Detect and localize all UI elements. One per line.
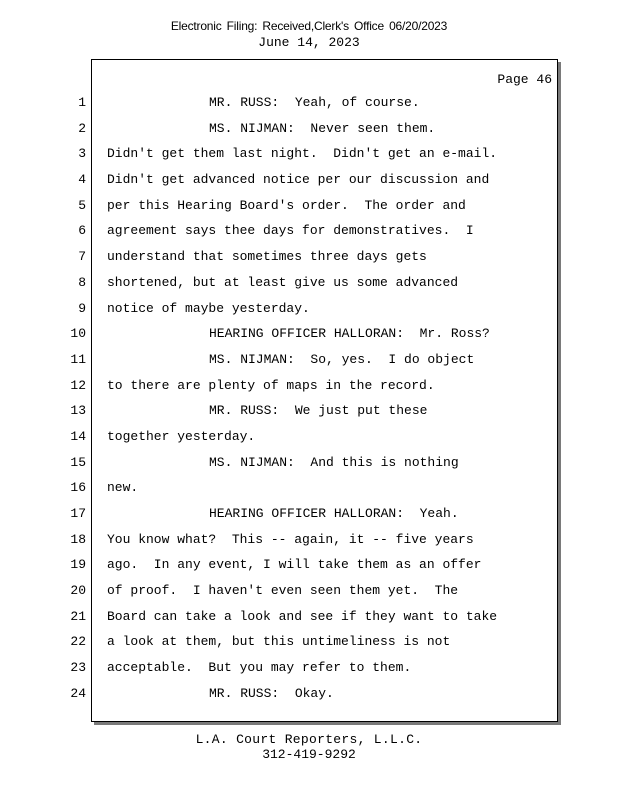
line-number: 19 <box>70 557 86 573</box>
filing-stamp: Electronic Filing: Received,Clerk's Office 06/20/2023 <box>170 19 448 33</box>
transcript-line: together yesterday. <box>107 428 256 444</box>
line-number: 24 <box>70 685 86 701</box>
transcript-line: Board can take a look and see if they want to take <box>107 608 498 624</box>
line-number: 16 <box>70 480 86 496</box>
transcript-line: Didn't get advanced notice per our discussion and <box>107 172 490 188</box>
transcript-lines <box>107 94 497 711</box>
transcript-line: MR. RUSS: Okay. <box>209 685 334 701</box>
transcript-line: MS. NIJMAN: And this is nothing <box>209 454 459 470</box>
line-number: 18 <box>70 531 86 547</box>
court-reporter-name: L.A. Court Reporters, L.L.C. <box>195 732 423 747</box>
line-number: 15 <box>70 454 86 470</box>
line-number: 22 <box>70 634 86 650</box>
line-number: 21 <box>70 608 86 624</box>
line-number: 10 <box>70 326 86 342</box>
line-number: 6 <box>78 223 86 239</box>
transcript-line: shortened, but at least give us some advanced <box>107 274 459 290</box>
transcript-date: June 14, 2023 <box>258 35 360 50</box>
transcript-line: You know what? This -- again, it -- five years <box>107 531 474 547</box>
transcript-line: per this Hearing Board's order. The order and <box>107 197 466 213</box>
transcript-line: MS. NIJMAN: So, yes. I do object <box>209 351 475 367</box>
line-number: 14 <box>70 428 86 444</box>
transcript-line: to there are plenty of maps in the record. <box>107 377 435 393</box>
transcript-line: notice of maybe yesterday. <box>107 300 310 316</box>
line-number: 20 <box>70 583 86 599</box>
line-number: 9 <box>78 300 86 316</box>
line-number: 8 <box>78 274 86 290</box>
line-numbers <box>60 94 86 711</box>
transcript-line: understand that sometimes three days gets <box>107 249 427 265</box>
page-number: Page 46 <box>497 72 552 87</box>
transcript-line: acceptable. But you may refer to them. <box>107 660 412 676</box>
transcript-line: of proof. I haven't even seen them yet. The <box>107 583 459 599</box>
transcript-line: MR. RUSS: Yeah, of course. <box>209 95 420 110</box>
transcript-line: Didn't get them last night. Didn't get an e-mail. <box>107 146 498 162</box>
line-number: 2 <box>78 120 86 136</box>
line-number: 11 <box>70 351 86 367</box>
line-number: 3 <box>78 146 86 162</box>
line-number: 7 <box>78 249 86 265</box>
transcript-line: new. <box>107 480 139 496</box>
transcript-line: a look at them, but this untimeliness is not <box>107 634 451 650</box>
transcript-line: ago. In any event, I will take them as an offer <box>107 557 482 573</box>
line-number: 5 <box>78 197 86 213</box>
line-number: 4 <box>78 172 86 188</box>
line-number: 12 <box>70 377 86 393</box>
transcript-line: MR. RUSS: We just put these <box>209 403 428 419</box>
transcript-line: HEARING OFFICER HALLORAN: Mr. Ross? <box>209 326 490 342</box>
transcript-line: agreement says thee days for demonstratives. I <box>107 223 474 239</box>
line-number: 13 <box>70 403 86 419</box>
line-number: 23 <box>70 660 86 676</box>
transcript-line: MS. NIJMAN: Never seen them. <box>209 120 436 136</box>
line-number: 17 <box>70 506 86 521</box>
court-reporter-phone: 312-419-9292 <box>262 747 356 762</box>
line-number: 1 <box>78 95 86 110</box>
transcript-line: HEARING OFFICER HALLORAN: Yeah. <box>209 506 459 521</box>
